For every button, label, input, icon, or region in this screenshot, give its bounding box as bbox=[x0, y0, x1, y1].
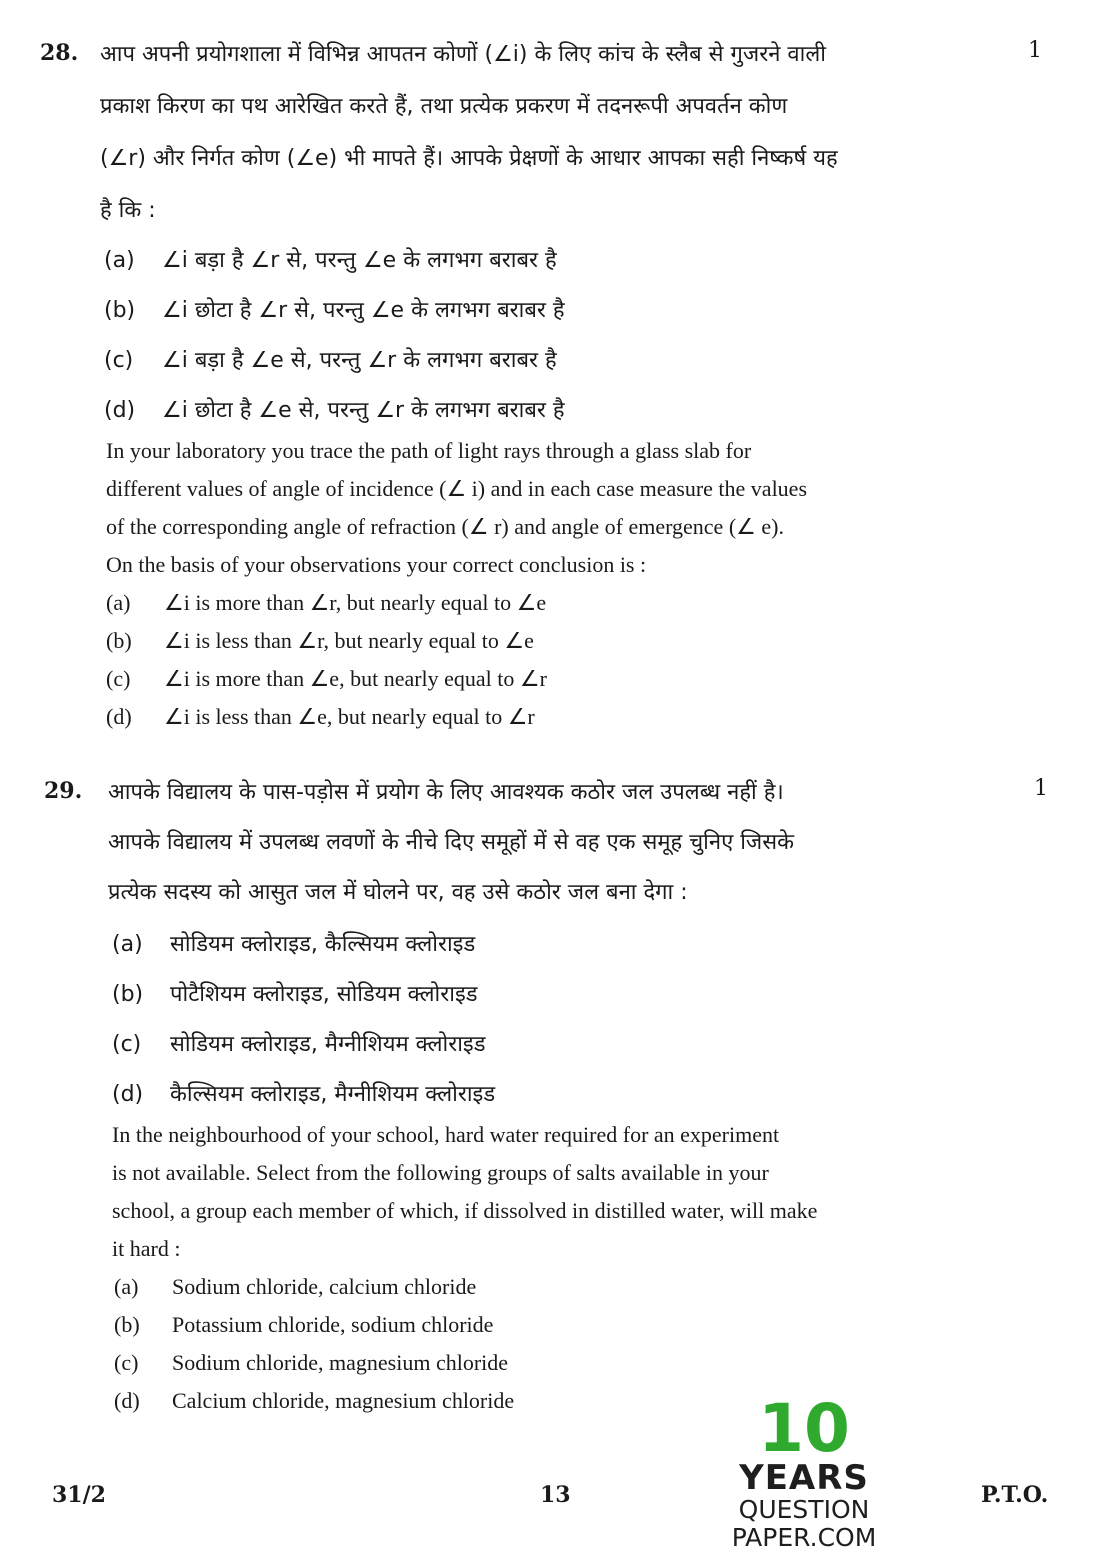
site-watermark-logo bbox=[664, 1390, 944, 1552]
hindi-text-line: आपके विद्यालय में उपलब्ध लवणों के नीचे दिए समूहों में से वह एक समूह चुनिए जिसके bbox=[108, 830, 795, 855]
option-text: ∠i is more than ∠r, but nearly equal to ∠e bbox=[164, 590, 547, 615]
hindi-text-line: आपके विद्यालय के पास-पड़ोस में प्रयोग के लिए आवश्यक कठोर जल उपलब्ध नहीं है। bbox=[108, 780, 784, 805]
option-d bbox=[114, 1388, 514, 1414]
option-text: ∠i बड़ा है ∠r से, परन्तु ∠e के लगभग बराबर है bbox=[162, 248, 557, 273]
option-label: (c) bbox=[104, 348, 134, 373]
option-text: ∠i is less than ∠r, but nearly equal to ∠e bbox=[164, 628, 534, 653]
option-text: Sodium chloride, magnesium chloride bbox=[172, 1350, 509, 1375]
option-label: (b) bbox=[104, 298, 136, 323]
option-b bbox=[106, 628, 534, 654]
english-text-line: In your laboratory you trace the path of light rays through a glass slab for bbox=[106, 438, 752, 463]
english-text-line: different values of angle of incidence (∠ i) and in each case measure the values bbox=[106, 476, 808, 501]
watermark-years: YEARS bbox=[739, 1458, 869, 1498]
option-a bbox=[112, 928, 475, 958]
option-text: पोटैशियम क्लोराइड, सोडियम क्लोराइड bbox=[170, 982, 478, 1007]
hindi-text-line: प्रकाश किरण का पथ आरेखित करते हैं, तथा प्रत्येक प्रकरण में तदनरूपी अपवर्तन कोण bbox=[100, 94, 788, 119]
option-text: ∠i छोटा है ∠e से, परन्तु ∠r के लगभग बराबर है bbox=[162, 398, 565, 423]
paper-code: 31/2 bbox=[52, 1482, 106, 1508]
option-text: ∠i छोटा है ∠r से, परन्तु ∠e के लगभग बराबर है bbox=[162, 298, 565, 323]
option-text: सोडियम क्लोराइड, कैल्सियम क्लोराइड bbox=[170, 932, 476, 957]
option-label: (d) bbox=[106, 704, 132, 729]
option-label: (a) bbox=[104, 248, 135, 273]
option-label: (b) bbox=[106, 628, 132, 653]
watermark-number: 10 bbox=[758, 1390, 850, 1467]
english-text-line: it hard : bbox=[112, 1236, 181, 1261]
option-label: (d) bbox=[104, 398, 136, 423]
english-text-line: is not available. Select from the following groups of salts available in your bbox=[112, 1160, 769, 1185]
option-c bbox=[112, 1028, 486, 1058]
hindi-text-line: (∠r) और निर्गत कोण (∠e) भी मापते हैं। आपके प्रेक्षणों के आधार आपका सही निष्कर्ष यह bbox=[100, 146, 838, 171]
option-text: Sodium chloride, calcium chloride bbox=[172, 1274, 477, 1299]
option-c bbox=[106, 666, 547, 692]
option-text: ∠i is more than ∠e, but nearly equal to ∠r bbox=[164, 666, 547, 691]
option-label: (c) bbox=[114, 1350, 139, 1375]
option-label: (c) bbox=[106, 666, 131, 691]
hindi-text-line: है कि : bbox=[100, 198, 156, 223]
option-label: (d) bbox=[114, 1388, 140, 1413]
option-text: ∠i is less than ∠e, but nearly equal to ∠r bbox=[164, 704, 535, 729]
question-marks: 1 bbox=[1034, 776, 1048, 801]
question-number: 28. bbox=[40, 40, 79, 66]
watermark-site: QUESTION PAPER.COM bbox=[731, 1495, 877, 1552]
option-d bbox=[104, 394, 565, 424]
english-text-line: In the neighbourhood of your school, hard water required for an experiment bbox=[112, 1122, 780, 1147]
option-label: (b) bbox=[114, 1312, 140, 1337]
option-a bbox=[114, 1274, 476, 1300]
option-label: (c) bbox=[112, 1032, 142, 1057]
option-a bbox=[104, 244, 557, 274]
option-text: ∠i बड़ा है ∠e से, परन्तु ∠r के लगभग बराबर है bbox=[162, 348, 557, 373]
question-number: 29. bbox=[44, 778, 83, 804]
hindi-text-line: आप अपनी प्रयोगशाला में विभिन्न आपतन कोणों (∠i) के लिए कांच के स्लैब से गुजरने वाली bbox=[100, 42, 826, 67]
pto-label: P.T.O. bbox=[981, 1482, 1049, 1508]
option-label: (a) bbox=[114, 1274, 139, 1299]
option-d bbox=[112, 1078, 495, 1108]
english-text-line: of the corresponding angle of refraction (∠ r) and angle of emergence (∠ e). bbox=[106, 514, 784, 539]
question-marks: 1 bbox=[1028, 38, 1042, 63]
option-b bbox=[114, 1312, 493, 1338]
option-label: (d) bbox=[112, 1082, 144, 1107]
english-text-line: On the basis of your observations your correct conclusion is : bbox=[106, 552, 647, 577]
hindi-text-line: प्रत्येक सदस्य को आसुत जल में घोलने पर, वह उसे कठोर जल बना देगा : bbox=[108, 880, 688, 905]
english-text-line: school, a group each member of which, if dissolved in distilled water, will make bbox=[112, 1198, 818, 1223]
option-text: Potassium chloride, sodium chloride bbox=[172, 1312, 494, 1337]
option-d bbox=[106, 704, 535, 730]
option-c bbox=[114, 1350, 508, 1376]
option-a bbox=[106, 590, 546, 616]
option-b bbox=[112, 978, 478, 1008]
option-text: Calcium chloride, magnesium chloride bbox=[172, 1388, 515, 1413]
option-text: सोडियम क्लोराइड, मैग्नीशियम क्लोराइड bbox=[170, 1032, 486, 1057]
page-number: 13 bbox=[540, 1482, 571, 1508]
option-c bbox=[104, 344, 557, 374]
option-label: (a) bbox=[106, 590, 131, 615]
option-text: कैल्सियम क्लोराइड, मैग्नीशियम क्लोराइड bbox=[170, 1082, 496, 1107]
option-b bbox=[104, 294, 565, 324]
option-label: (a) bbox=[112, 932, 143, 957]
option-label: (b) bbox=[112, 982, 144, 1007]
